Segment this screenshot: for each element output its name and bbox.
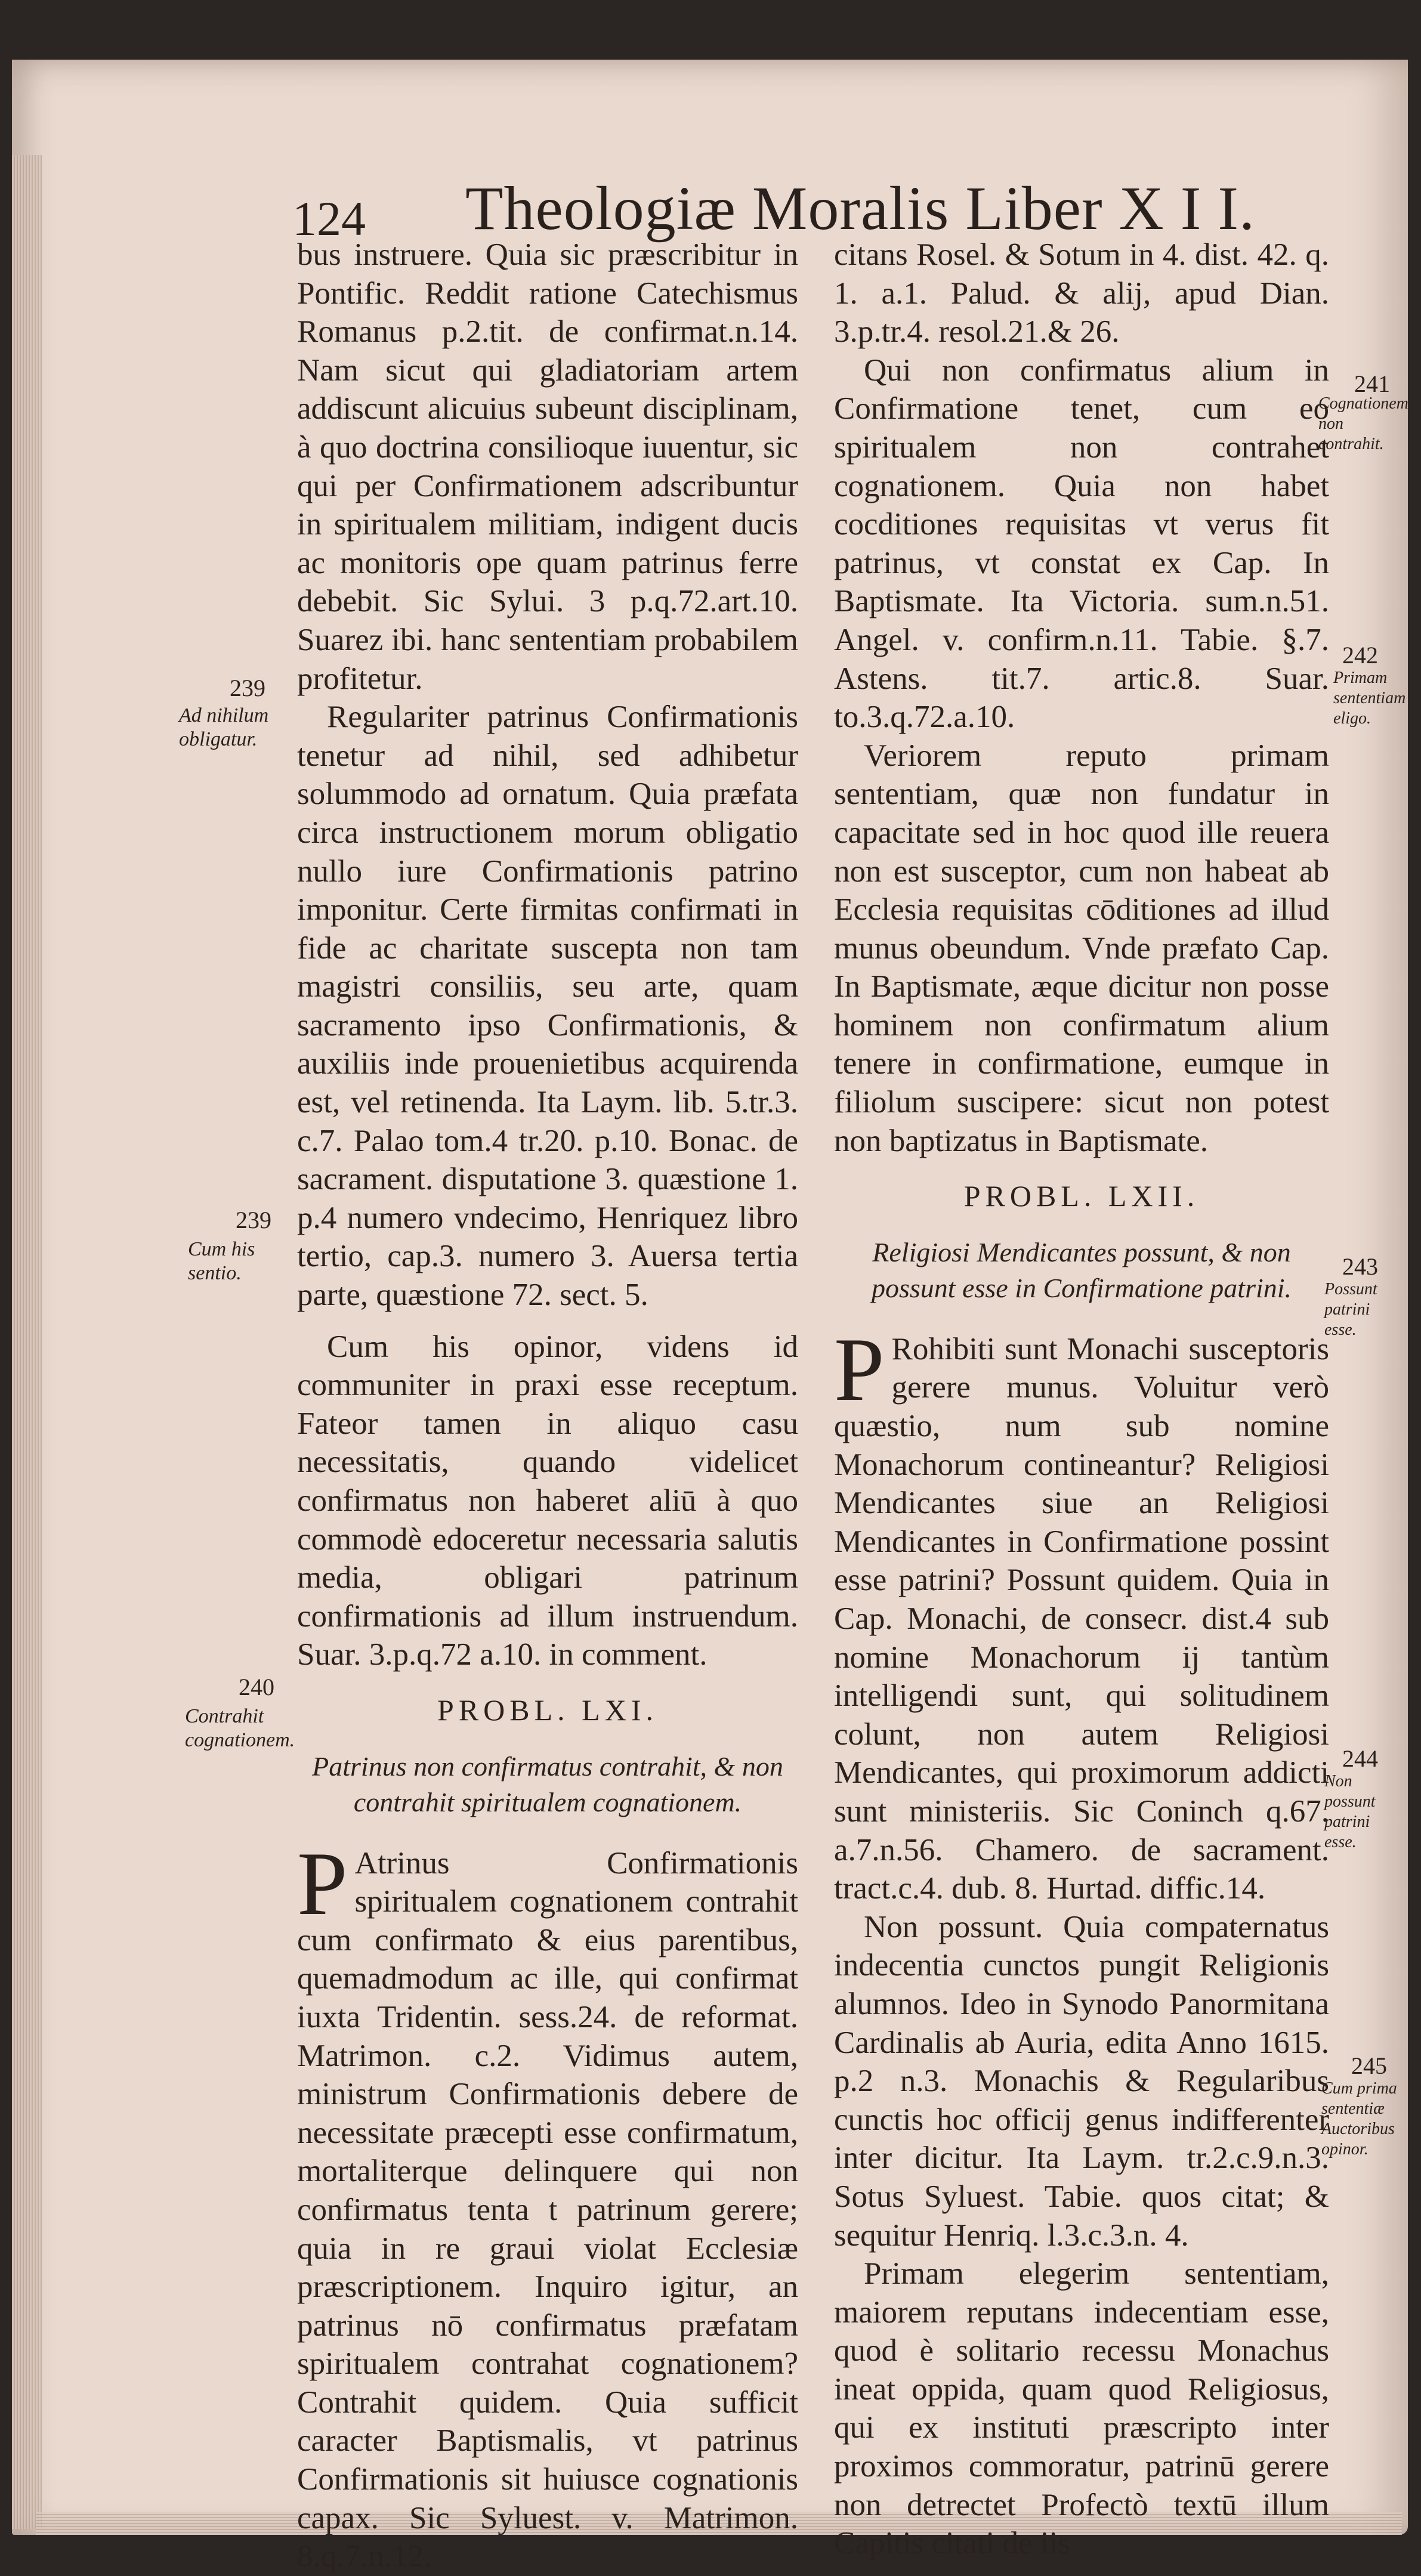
margin-number: 242 [1342, 642, 1378, 669]
margin-number: 245 [1351, 2052, 1387, 2079]
problem-subtitle-62: Religiosi Mendicantes possunt, & non possunt esse in Confirmatione patrini. [871, 1236, 1292, 1303]
right-paragraph-2: Qui non confirmatus alium in Confirmatione tenet, cum eo spiritualem non contrahet cognationem. Quia non habet cocditiones requisitas vt verus fit patrinus, vt constat ex Cap. In Baptismate. Ita Victoria. sum.n.51. Angel. v. confirm.n.11. Tabie. §.7. Astens. tit.7. artic.8. Suar. to.3.q.72.a.10. [834, 352, 1329, 735]
right-paragraph-4-text: Rohibiti sunt Monachi susceptoris gerere munus. Voluitur verò quæstio, num sub nomine Monachorum contineantur? Religiosi Mendicantes siue an Religiosi Mendicantes in Confirmatione possint esse patrini? Possunt quidem. Quia in Cap. Monachi, de consecr. dist.4 sub nomine Monachorum ij tantùm intelligendi sunt, qui solitudinem colunt, non autem Religiosi Mendicantes, qui proximorum addicti sunt ministeriis. Sic Coninch q.67. a.7.n.56. Chamero. de sacrament. tract.c.4. dub. 8. Hurtad. diffic.14. [834, 1331, 1329, 1906]
margin-number: 243 [1342, 1253, 1378, 1280]
left-paragraph-4-text: Atrinus Confirmationis spiritualem cognationem contrahit cum confirmato & eius parentibus, quemadmodum ac ille, qui confirmat iuxta Tridentin. sess.24. de reformat. Matrimon. c.2. Vidimus autem, ministrum Confirmationis debere de necessitate præcepti esse confirmatum, mortaliterque delinquere qui non confirmatus tenta t patrinum gerere; quia in re graui violat Ecclesiæ præscriptionem. Inquiro igitur, an patrinus nō confirmatus præfatam spiritualem contrahat cognationem? Contrahit quidem. Quia sufficit caracter Baptismalis, vt patrinus Confirmationis sit huiusce cognationis capax. Sic Syluest. v. Matrimon. 8.q.7.n.12. [297, 1845, 798, 2574]
margin-number: 241 [1354, 370, 1390, 397]
problem-heading-61: PROBL. LXI. [437, 1693, 658, 1727]
problem-subtitle-61: Patrinus non confirmatus contrahit, & non contrahit spiritualem cognationem. [312, 1751, 783, 1817]
right-paragraph-5: Non possunt. Quia compaternatus indecentia cunctos pungit Religionis alumnos. Ideo in Synodo Panormitana Cardinalis ab Auria, edita Anno 1615. p.2 n.3. Monachis & Regularibus cunctis hoc officij genus indifferenter inter dicitur. Ita Laym. tr.2.c.9.n.3. Sotus Syluest. Tabie. quos citat; & sequitur Henriq. l.3.c.3.n. 4. [834, 1909, 1329, 2253]
right-paragraph-3: Veriorem reputo primam sententiam, quæ non fundatur in capacitate sed in hoc quod ille reuera non est susceptor, cum non habeat ab Ecclesia requisitas cōditiones ad illud munus obeundum. Vnde præfato Cap. In Baptismate, æque dicitur non posse hominem non confirmatum alium tenere in confirmatione, eumque in filiolum suscipere: sicut non potest non baptizatus in Baptismate. [834, 738, 1329, 1158]
page-edge-left [12, 155, 42, 2529]
margin-note: Non possunt patrini esse. [1324, 1772, 1376, 1851]
right-column [834, 236, 1329, 2563]
right-paragraph-1: citans Rosel. & Sotum in 4. dist. 42. q. 1. a.1. Palud. & alij, apud Dian. 3.p.tr.4. resol.21.& 26. [834, 237, 1329, 350]
running-title: Theologiæ Moralis Liber X I I. [465, 174, 1255, 243]
problem-heading-62: PROBL. LXII. [963, 1179, 1200, 1213]
right-paragraph-4 [834, 1319, 1329, 1908]
left-paragraph-3: Cum his opinor, videns id communiter in praxi esse receptum. Fateor tamen in aliquo casu necessitatis, quando videlicet confirmatus non haberet aliū à quo commodè edoceretur necessaria salutis media, obligari patrinum confirmationis ad illum instruendum. Suar. 3.p.q.72 a.10. in comment. [297, 1329, 798, 1672]
left-paragraph-4 [297, 1833, 798, 2576]
margin-number: 240 [239, 1674, 274, 1700]
margin-note: Primam sententiam eligo. [1333, 669, 1406, 728]
drop-cap: P [834, 1319, 885, 1420]
left-paragraph-1: bus instruere. Quia sic præscribitur in Pontific. Reddit ratione Catechismus Romanus p.2.tit. de confirmat.n.14. Nam sicut qui gladiatoriam artem addiscunt alicuius subeunt disciplinam, à quo doctrina consilioque iuuentur, sic qui per Confirmationem adscribuntur in spiritualem militiam, indigent ducis ac monitoris ope quam patrinus ferre debebit. Sic Sylui. 3 p.q.72.art.10. Suarez ibi. hanc sententiam probabilem profitetur. [297, 237, 798, 696]
margin-note: Ad nihilum obligatur. [179, 704, 269, 750]
margin-number: 239 [230, 675, 265, 701]
page-number: 124 [292, 191, 366, 246]
margin-number: 244 [1342, 1745, 1378, 1772]
margin-note: Cum prima sententiæ Auctoribus opinor. [1321, 2079, 1397, 2158]
drop-cap: P [297, 1833, 348, 1934]
margin-note: Cognationem non contrahit. [1318, 394, 1408, 453]
left-paragraph-2: Regulariter patrinus Confirmationis tenetur ad nihil, sed adhibetur solummodo ad ornatum. Quia præfata circa instructionem morum obligatio nullo iure Confirmationis patrino imponitur. Certe firmitas confirmati in fide ac charitate suscepta non tam magistri consiliis, seu arte, quam sacramento ipso Confirmationis, & auxiliis inde prouenietibus acquirenda est, vel retinenda. Ita Laym. lib. 5.tr.3. c.7. Palao tom.4 tr.20. p.10. Bonac. de sacrament. disputatione 3. quæstione 1. p.4 numero vndecimo, Henriquez libro tertio, cap.3. numero 3. Auersa tertia parte, quæstione 72. sect. 5. [297, 700, 798, 1313]
right-paragraph-6: Primam elegerim sententiam, maiorem reputans indecentiam esse, quod è solitario recessu Monachus ineat oppida, quam quod Religiosus, qui ex instituti præscripto inter proximos commoratur, patrinū gerere non detrectet Profectò textū illum Capitis citati de iis [834, 2256, 1329, 2561]
margin-note: Contrahit cognationem. [185, 1705, 295, 1751]
margin-number: 239 [236, 1207, 271, 1233]
margin-note: Possunt patrini esse. [1324, 1280, 1377, 1339]
left-column [297, 236, 798, 2576]
margin-note: Cum his sentio. [188, 1238, 255, 1284]
